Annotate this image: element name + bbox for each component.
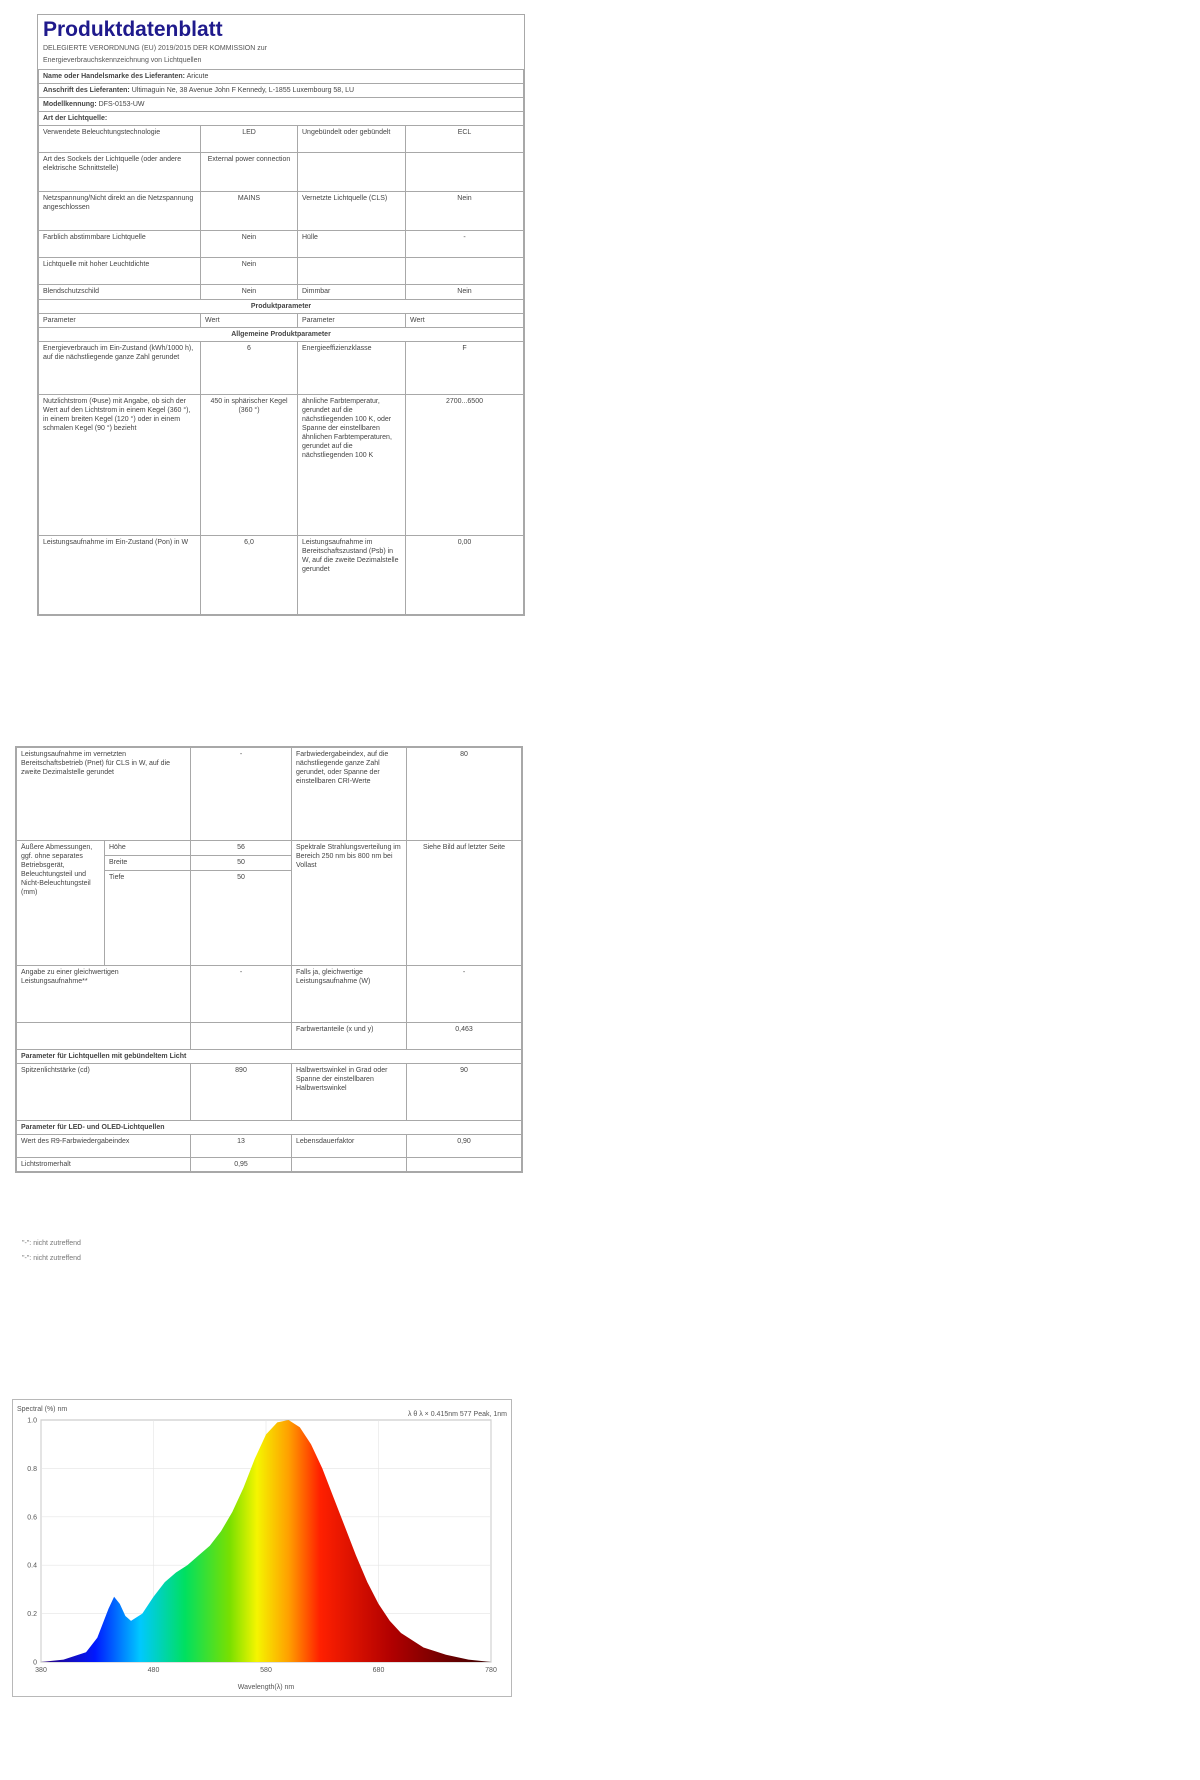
type-cell: Nein xyxy=(406,192,524,231)
param-b-cell: Angabe zu einer gleichwertigen Leistungsaufnahme** xyxy=(17,966,191,1023)
led-cell: 0,95 xyxy=(191,1158,292,1172)
general-cell: 6 xyxy=(201,342,298,395)
general-cell: 6,0 xyxy=(201,536,298,615)
y-tick-label: 0.8 xyxy=(27,1465,37,1473)
supplier-name-value: Aricute xyxy=(186,73,209,80)
type-row xyxy=(39,153,524,192)
param-a-cell: 80 xyxy=(407,748,522,841)
spectrum-svg xyxy=(13,1400,511,1696)
spectral-distribution-chart xyxy=(12,1399,512,1697)
led-cell: Wert des R9-Farbwiedergabeindex xyxy=(17,1135,191,1158)
led-cell xyxy=(292,1158,407,1172)
footnote-1: "-": nicht zutreffend xyxy=(22,1240,81,1247)
param-b-cell: 0,463 xyxy=(407,1023,522,1050)
general-cell: Energieverbrauch im Ein-Zustand (kWh/1000 h), auf die nächstliegende ganze Zahl gerundet xyxy=(39,342,201,395)
type-cell xyxy=(406,153,524,192)
directional-rows xyxy=(17,1064,522,1121)
type-cell: Blendschutzschild xyxy=(39,285,201,300)
type-cell: LED xyxy=(201,126,298,153)
footnote-2: "-": nicht zutreffend xyxy=(22,1255,81,1262)
type-cell: Dimmbar xyxy=(298,285,406,300)
general-cell: Leistungsaufnahme im Ein-Zustand (Pon) in W xyxy=(39,536,201,615)
param-b-cell: Falls ja, gleichwertige Leistungsaufnahme (W) xyxy=(292,966,407,1023)
depth-label: Tiefe xyxy=(105,871,191,966)
general-cell: 450 in sphärischer Kegel (360 °) xyxy=(201,395,298,536)
type-cell: Nein xyxy=(406,285,524,300)
general-cell: Energieeffizienzklasse xyxy=(298,342,406,395)
type-row xyxy=(39,231,524,258)
param-b-cell xyxy=(17,1023,191,1050)
directional-cell: Halbwertswinkel in Grad oder Spanne der einstellbaren Halbwertswinkel xyxy=(292,1064,407,1121)
general-cell: ähnliche Farbtemperatur, gerundet auf die nächstliegenden 100 K, oder Spanne der einstellbaren ähnlichen Farbtemperaturen, gerundet auf die nächstliegenden 100 K xyxy=(298,395,406,536)
type-cell xyxy=(406,258,524,285)
directional-cell: Spitzenlichtstärke (cd) xyxy=(17,1064,191,1121)
type-cell: Lichtquelle mit hoher Leuchtdichte xyxy=(39,258,201,285)
params-rows-a xyxy=(17,748,522,841)
led-cell: Lichtstromerhalt xyxy=(17,1158,191,1172)
param-a-cell: Leistungsaufnahme im vernetzten Bereitschaftsbetrieb (Pnet) für CLS in W, auf die zweite Dezimalstelle gerundet xyxy=(17,748,191,841)
light-source-type-rows xyxy=(39,126,524,300)
led-row xyxy=(17,1135,522,1158)
general-cell: 2700...6500 xyxy=(406,395,524,536)
param-a-cell: Farbwiedergabeindex, auf die nächstliegende ganze Zahl gerundet, oder Spanne der einstellbaren CRI-Werte xyxy=(292,748,407,841)
supplier-name-row xyxy=(39,70,524,84)
type-row xyxy=(39,126,524,153)
type-cell xyxy=(298,258,406,285)
led-rows xyxy=(17,1135,522,1172)
type-cell: Netzspannung/Nicht direkt an die Netzspannung angeschlossen xyxy=(39,192,201,231)
model-value: DFS-0153-UW xyxy=(98,101,145,108)
model-row xyxy=(39,98,524,112)
y-tick-label: 0.2 xyxy=(27,1611,37,1619)
spectral-distribution-value: Siehe Bild auf letzter Seite xyxy=(407,841,522,966)
led-cell: Lebensdauerfaktor xyxy=(292,1135,407,1158)
directional-section-heading: Parameter für Lichtquellen mit gebündeltem Licht xyxy=(17,1050,522,1064)
y-tick-label: 1.0 xyxy=(27,1417,37,1425)
general-cell: Nutzlichtstrom (Φuse) mit Angabe, ob sich der Wert auf den Lichtstrom in einem Kegel (360 °), in einem breiten Kegel (120 °) oder in einem schmalen Kegel (90 °) bezieht xyxy=(39,395,201,536)
light-source-type-label: Art der Lichtquelle: xyxy=(39,112,524,126)
page-title: Produktdatenblatt xyxy=(43,18,223,41)
type-cell: ECL xyxy=(406,126,524,153)
datasheet-page-2 xyxy=(15,746,523,1173)
led-cell: 13 xyxy=(191,1135,292,1158)
col-param-header-2: Parameter xyxy=(298,314,406,328)
param-b-cell: Farbwertanteile (x und y) xyxy=(292,1023,407,1050)
type-cell: Hülle xyxy=(298,231,406,258)
col-value-header: Wert xyxy=(201,314,298,328)
general-row xyxy=(39,342,524,395)
type-row xyxy=(39,258,524,285)
type-cell xyxy=(298,153,406,192)
type-cell: MAINS xyxy=(201,192,298,231)
width-value: 50 xyxy=(191,856,292,871)
supplier-address-value: Ultimaguin Ne, 38 Avenue John F Kennedy, L-1855 Luxembourg 58, LU xyxy=(131,87,355,94)
spectral-distribution-label: Spektrale Strahlungsverteilung im Bereich 250 nm bis 800 nm bei Vollast xyxy=(292,841,407,966)
x-tick-label: 380 xyxy=(35,1667,47,1674)
parameters-table-2 xyxy=(16,747,522,1172)
col-value-header-2: Wert xyxy=(406,314,524,328)
spectrum-area xyxy=(41,1420,491,1662)
type-cell: Nein xyxy=(201,285,298,300)
height-label: Höhe xyxy=(105,841,191,856)
x-tick-label: 480 xyxy=(147,1667,160,1674)
type-row xyxy=(39,285,524,300)
supplier-address-label: Anschrift des Lieferanten: xyxy=(43,87,130,94)
general-row xyxy=(39,395,524,536)
x-tick-label: 580 xyxy=(260,1667,272,1674)
general-params-rows xyxy=(39,342,524,615)
param-a-cell: - xyxy=(191,748,292,841)
supplier-table xyxy=(38,69,524,615)
supplier-name-label: Name oder Handelsmarke des Lieferanten: xyxy=(43,73,185,80)
general-cell: 0,00 xyxy=(406,536,524,615)
type-cell: External power connection xyxy=(201,153,298,192)
width-label: Breite xyxy=(105,856,191,871)
type-cell: Ungebündelt oder gebündelt xyxy=(298,126,406,153)
directional-cell: 890 xyxy=(191,1064,292,1121)
chart-xlabel: Wavelength(λ) nm xyxy=(237,1684,295,1691)
led-section-heading: Parameter für LED- und OLED-Lichtquellen xyxy=(17,1121,522,1135)
y-tick-label: 0.4 xyxy=(27,1562,37,1570)
regulation-line-1: DELEGIERTE VERORDNUNG (EU) 2019/2015 DER KOMMISSION zur xyxy=(43,45,267,52)
type-cell: Farblich abstimmbare Lichtquelle xyxy=(39,231,201,258)
chart-ylabel: Spectral (%) nm xyxy=(17,1406,68,1413)
params-rows-b xyxy=(17,966,522,1050)
directional-row xyxy=(17,1064,522,1121)
type-cell: Nein xyxy=(201,231,298,258)
general-cell: F xyxy=(406,342,524,395)
param-b-row xyxy=(17,966,522,1023)
y-tick-label: 0.6 xyxy=(27,1514,37,1522)
chart-legend: λ θ λ × 0.415nm 577 Peak, 1nm xyxy=(407,1411,507,1418)
general-cell: Leistungsaufnahme im Bereitschaftszustand (Psb) in W, auf die zweite Dezimalstelle gerundet xyxy=(298,536,406,615)
height-value: 56 xyxy=(191,841,292,856)
datasheet-page-1 xyxy=(37,14,525,616)
directional-cell: 90 xyxy=(407,1064,522,1121)
regulation-line-2: Energieverbrauchskennzeichnung von Lichtquellen xyxy=(43,57,202,64)
led-row xyxy=(17,1158,522,1172)
x-tick-label: 680 xyxy=(372,1667,385,1674)
y-tick-label: 0 xyxy=(33,1659,37,1667)
dimensions-label: Äußere Abmessungen, ggf. ohne separates Betriebsgerät, Beleuchtungsteil und Nicht-Beleuchtungsteil (mm) xyxy=(17,841,105,966)
type-cell: Verwendete Beleuchtungstechnologie xyxy=(39,126,201,153)
product-params-heading: Produktparameter xyxy=(39,300,524,314)
type-cell: Vernetzte Lichtquelle (CLS) xyxy=(298,192,406,231)
param-b-cell xyxy=(191,1023,292,1050)
param-a-row xyxy=(17,748,522,841)
general-row xyxy=(39,536,524,615)
led-cell: 0,90 xyxy=(407,1135,522,1158)
param-b-cell: - xyxy=(407,966,522,1023)
type-row xyxy=(39,192,524,231)
type-cell: Art des Sockels der Lichtquelle (oder andere elektrische Schnittstelle) xyxy=(39,153,201,192)
col-param-header: Parameter xyxy=(39,314,201,328)
general-params-heading: Allgemeine Produktparameter xyxy=(39,328,524,342)
type-cell: - xyxy=(406,231,524,258)
led-cell xyxy=(407,1158,522,1172)
param-b-row xyxy=(17,1023,522,1050)
type-cell: Nein xyxy=(201,258,298,285)
supplier-address-row xyxy=(39,84,524,98)
param-b-cell: - xyxy=(191,966,292,1023)
depth-value: 50 xyxy=(191,871,292,966)
model-label: Modellkennung: xyxy=(43,101,97,108)
x-tick-label: 780 xyxy=(485,1667,497,1674)
